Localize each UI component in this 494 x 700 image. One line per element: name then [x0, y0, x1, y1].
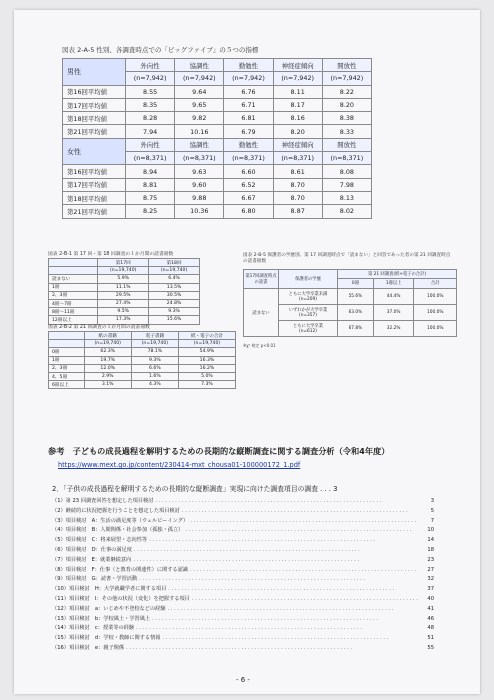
- toc-leader: . . . . . . . . . . . . . . . . . . . . . . . . . . . . . . . . . . . . . . . . . . . . . . . . . . . . . . . . . . . . . . . . . . . . .: [189, 566, 416, 573]
- value-cell: 16.2%: [178, 364, 235, 372]
- toc-item-page: 51: [427, 635, 434, 642]
- toc-item-title: （16）項目検討 e：親子関係: [52, 644, 125, 651]
- toc-leader: . . . . . . . . . . . . . . . . . . . . . . . . . . . . . . . . . . . . . . . . . . . . . . . . . . . . . . . . . . . . . . . . . . . . .: [185, 527, 412, 534]
- table-b5-note: ※χ² 検定 p<0.01: [243, 343, 276, 348]
- table-row: [49, 291, 200, 299]
- column-header: 開放性: [322, 59, 371, 72]
- row-label: 第16回平均値: [63, 85, 126, 98]
- row-label: 2、3冊: [49, 291, 98, 299]
- value-cell: 8.16: [273, 112, 322, 125]
- value-cell: 24.8%: [149, 299, 200, 307]
- value-cell: 8.02: [322, 205, 371, 218]
- n-cell: (n=8,371): [126, 152, 175, 165]
- toc-item-title: （6）項目検討 D：仕事の満足度: [52, 546, 132, 553]
- header-cell: 電子書籍: [131, 332, 178, 340]
- value-cell: 2.9%: [84, 372, 131, 380]
- value-cell: 44.4%: [373, 289, 414, 305]
- reference-heading: 参考 子どもの成長過程を解明するための長期的な縦断調査に関する調査分析（令和4年度）: [48, 446, 390, 456]
- row-label-cell: [279, 321, 338, 337]
- toc-item: [52, 556, 434, 566]
- table-row: [49, 348, 236, 356]
- value-cell: 8.20: [322, 98, 371, 111]
- toc-leader: . . . . . . . . . . . . . . . . . . . . . . . . . . . . . . . . . . . . . . . . . . . . . . . . . . . . . . . . . . . . . . . . . . . . .: [136, 625, 363, 632]
- value-cell: 13.5%: [149, 283, 200, 291]
- n-cell: (n=7,942): [322, 72, 371, 85]
- value-cell: 8.87: [273, 205, 322, 218]
- big-header-row: [63, 59, 372, 72]
- table-b1-title: 図表 2-B-1 第 17 回・第 18 回調査の１か月間の読書冊数: [48, 252, 174, 257]
- value-cell: 8.11: [273, 85, 322, 98]
- value-cell: 11.1%: [98, 283, 149, 291]
- value-cell: 100.0%: [414, 289, 457, 305]
- toc-item-title: （5）項目検討 C：将来展望・志向性等: [52, 537, 148, 544]
- value-cell: 8.61: [273, 165, 322, 178]
- toc-item-page: 10: [427, 527, 434, 534]
- toc-item-title: （13）項目検討 b：学校風土・学習風土: [52, 615, 151, 622]
- value-cell: 100.0%: [414, 321, 457, 337]
- header-cell: (n=19,740): [131, 340, 178, 348]
- value-cell: 8.25: [126, 205, 175, 218]
- value-cell: 9.82: [175, 112, 224, 125]
- toc-item-page: 23: [427, 556, 434, 563]
- toc-item-title: （8）項目検討 F：仕事（と教育の関連性）に関する認識: [52, 566, 188, 573]
- toc-item-title: （11）項目検討 I：その他の状況（変化）を把握する項目: [52, 595, 190, 602]
- value-cell: 9.60: [175, 178, 224, 191]
- toc-item: [52, 526, 434, 536]
- value-cell: 9.5%: [98, 308, 149, 316]
- toc-item-page: 37: [427, 586, 434, 593]
- value-cell: 6.67: [224, 191, 273, 204]
- table-b1: [48, 258, 200, 325]
- toc-item-page: 32: [427, 576, 434, 583]
- value-cell: 19.7%: [84, 356, 131, 364]
- value-cell: 9.64: [175, 85, 224, 98]
- value-cell: 6.6%: [131, 364, 178, 372]
- header-row: [49, 259, 200, 267]
- value-cell: 8.94: [126, 165, 175, 178]
- toc-leader: . . . . . . . . . . . . . . . . . . . . . . . . . . . . . . . . . . . . . . . . . . . . . . . . . . . . . . . . . . . . . . . . . . . . .: [155, 498, 382, 504]
- value-cell: 4.3%: [131, 381, 178, 389]
- header-row: [49, 332, 236, 340]
- table-b2: [48, 331, 236, 389]
- row-label: 12冊以上: [49, 316, 98, 324]
- value-cell: 7.94: [126, 125, 175, 138]
- value-cell: 8.28: [126, 112, 175, 125]
- table-b5-title: 図表 2-B-5 保護者の学歴別、第 17 回調査時点で「読まない」と回答であった者の第 21 回調査時点の読書冊数: [243, 253, 451, 264]
- value-cell: 8.38: [322, 112, 371, 125]
- value-cell: 8.81: [126, 178, 175, 191]
- value-cell: 6.4%: [149, 275, 200, 283]
- header-cell: 第17回調査時点の読書: [244, 270, 279, 289]
- row-label: 1冊: [49, 356, 85, 364]
- toc-item-title: （14）項目検討 c：授業等の経験: [52, 625, 135, 632]
- header-cell: 紙・電子の合計: [178, 332, 235, 340]
- value-cell: 8.55: [126, 85, 175, 98]
- table-row: [63, 125, 372, 138]
- table-row: [63, 112, 372, 125]
- value-cell: 10.16: [175, 125, 224, 138]
- toc-leader: . . . . . . . . . . . . . . . . . . . . . . . . . . . . . . . . . . . . . . . . . . . . . . . . . . . . . . . . . . . . . . . . . . . . .: [133, 546, 360, 553]
- value-cell: 27.4%: [98, 299, 149, 307]
- value-cell: 8.13: [322, 191, 371, 204]
- column-header: 神経症傾向: [273, 59, 322, 72]
- value-cell: 78.1%: [131, 348, 178, 356]
- toc-item-page: 41: [427, 605, 434, 612]
- row-n: (n=612): [299, 329, 317, 334]
- column-header: 神経症傾向: [273, 138, 322, 151]
- toc-item-page: 27: [427, 566, 434, 573]
- toc-leader: . . . . . . . . . . . . . . . . . . . . . . . . . . . . . . . . . . . . . . . . . . . . . . . . . . . . . . . . . . . . . . . . . . . . .: [168, 586, 395, 593]
- n-cell: (n=8,371): [273, 152, 322, 165]
- header-cell: 第18回: [149, 259, 200, 267]
- value-cell: 5.0%: [178, 372, 235, 380]
- toc-item-page: 14: [427, 537, 434, 544]
- value-cell: 12.0%: [84, 364, 131, 372]
- value-cell: 16.3%: [178, 356, 235, 364]
- value-cell: 8.08: [322, 165, 371, 178]
- row-label-cell: [279, 305, 338, 321]
- toc-item: [52, 507, 434, 517]
- group-label: 男性: [63, 59, 126, 86]
- row-label: 2、3冊: [49, 364, 85, 372]
- table-row: [63, 178, 372, 191]
- value-cell: 67.8%: [338, 321, 374, 337]
- column-header: 協調性: [175, 59, 224, 72]
- row-label: 4冊～7冊: [49, 299, 98, 307]
- value-cell: 10.36: [175, 205, 224, 218]
- value-cell: 30.5%: [149, 291, 200, 299]
- header-cell: (n=19,740): [149, 267, 200, 275]
- column-header: 協調性: [175, 138, 224, 151]
- value-cell: 8.17: [273, 98, 322, 111]
- header-cell: [49, 259, 98, 267]
- value-cell: 6.60: [224, 165, 273, 178]
- n-cell: (n=7,942): [224, 72, 273, 85]
- value-cell: 9.65: [175, 98, 224, 111]
- toc-item-page: 7: [430, 517, 434, 524]
- table-row: [63, 85, 372, 98]
- toc-item-title: （15）項目検討 d：学校・教師に関する情報: [52, 635, 161, 642]
- header-cell: 第17回: [98, 259, 149, 267]
- value-cell: 9.63: [175, 165, 224, 178]
- toc-item: [52, 566, 434, 576]
- row-label: 0冊: [49, 348, 85, 356]
- value-cell: 6.76: [224, 85, 273, 98]
- value-cell: 8.22: [322, 85, 371, 98]
- value-cell: 8.33: [322, 125, 371, 138]
- value-cell: 3.1%: [84, 381, 131, 389]
- row-n: (n=357): [299, 313, 317, 318]
- header-row: [49, 267, 200, 275]
- header-cell: 保護者の学歴: [279, 270, 338, 289]
- table-row: [63, 205, 372, 218]
- value-cell: 6.52: [224, 178, 273, 191]
- toc-item: [52, 517, 434, 527]
- toc-item: [52, 497, 434, 507]
- table-row: [49, 308, 200, 316]
- column-header: 開放性: [322, 138, 371, 151]
- toc-leader: . . . . . . . . . . . . . . . . . . . . . . . . . . . . . . . . . . . . . . . . . . . . . . . . . . . . . . . . . . . . . . . . . . . . .: [162, 635, 389, 642]
- toc-item-title: （3）項目検討 A：生活の満足度等（ウェルビーイング）: [52, 517, 189, 524]
- value-cell: 55.6%: [338, 289, 374, 305]
- toc-section-heading: 2．「子供の成長過程を解明するための長期的な縦断調査」実現に向けた調査項目の調査 . . . 3: [52, 485, 338, 493]
- toc-item-page: 18: [427, 546, 434, 553]
- n-cell: (n=7,942): [273, 72, 322, 85]
- group-label: 女性: [63, 138, 126, 165]
- header-cell: (n=19,740): [84, 340, 131, 348]
- value-cell: 8.75: [126, 191, 175, 204]
- header-row: [49, 340, 236, 348]
- toc-item: [52, 624, 434, 634]
- toc-item-title: （10）項目検討 H：大学就職学者に関する項目: [52, 586, 167, 593]
- value-cell: 6.81: [224, 112, 273, 125]
- toc-item-title: （1）第 23 回調査回答を想定した項目検討: [52, 498, 154, 504]
- table-row: [49, 299, 200, 307]
- value-cell: 9.3%: [149, 308, 200, 316]
- value-cell: 7.98: [322, 178, 371, 191]
- table-row: [49, 356, 236, 364]
- value-cell: 29.5%: [98, 291, 149, 299]
- toc-item: [52, 634, 434, 644]
- table-b5: [243, 269, 457, 337]
- value-cell: 8.70: [273, 178, 322, 191]
- toc-item-page: 48: [427, 625, 434, 632]
- toc-leader: . . . . . . . . . . . . . . . . . . . . . . . . . . . . . . . . . . . . . . . . . . . . . . . . . . . . . . . . . . . . . . . . . . . . .: [152, 615, 379, 622]
- toc-leader: . . . . . . . . . . . . . . . . . . . . . . . . . . . . . . . . . . . . . . . . . . . . . . . . . . . . . . . . . . . . . . . . . . . . .: [190, 517, 417, 524]
- table-b2-title: 図表 2-B-2 第 21 回調査の１か月間の読書冊数: [48, 325, 150, 330]
- reference-url-link[interactable]: https://www.mext.go.jp/content/230414-mxt_chousa01-100000172_1.pdf: [58, 461, 301, 469]
- toc-item-page: 46: [427, 615, 434, 622]
- header-cell: 合計: [414, 278, 457, 288]
- table-row: [49, 372, 236, 380]
- column-header: 勤勉性: [224, 138, 273, 151]
- table-row: [63, 191, 372, 204]
- value-cell: 17.3%: [98, 316, 149, 324]
- toc-item-title: （12）項目検討 a：いじめや不登校などの経験: [52, 605, 166, 612]
- toc-item-title: （4）項目検討 B：人間関係・社会参加（孤独・孤立）: [52, 527, 184, 534]
- toc-list: [52, 497, 434, 654]
- value-cell: 8.35: [126, 98, 175, 111]
- header-cell: [49, 267, 98, 275]
- n-cell: (n=7,942): [126, 72, 175, 85]
- toc-item: [52, 615, 434, 625]
- row-label: 1冊: [49, 283, 98, 291]
- n-cell: (n=8,371): [224, 152, 273, 165]
- toc-item-title: （9）項目検討 G：読書・学習活動: [52, 576, 138, 583]
- toc-leader: . . . . . . . . . . . . . . . . . . . . . . . . . . . . . . . . . . . . . . . . . . . . . . . . . . . . . . . . . . . . . . . . . . . . .: [167, 605, 394, 612]
- row-label: 第21回平均値: [63, 205, 126, 218]
- header-cell: [49, 340, 85, 348]
- toc-item: [52, 595, 434, 605]
- toc-item: [52, 536, 434, 546]
- table-row: [63, 98, 372, 111]
- toc-item-page: 3: [430, 498, 434, 504]
- table-row: [49, 283, 200, 291]
- column-header: 外向性: [126, 59, 175, 72]
- n-cell: (n=8,371): [175, 152, 224, 165]
- table-row: [244, 289, 457, 305]
- toc-item-page: 55: [427, 644, 434, 651]
- toc-item: [52, 575, 434, 585]
- value-cell: 100.0%: [414, 305, 457, 321]
- value-cell: 37.0%: [373, 305, 414, 321]
- table-row: [49, 275, 200, 283]
- row-label: 第17回平均値: [63, 178, 126, 191]
- row-label: 第18回平均値: [63, 191, 126, 204]
- value-cell: 6.71: [224, 98, 273, 111]
- value-cell: 7.3%: [178, 381, 235, 389]
- value-cell: 6.80: [224, 205, 273, 218]
- value-cell: 9.88: [175, 191, 224, 204]
- value-cell: 62.3%: [84, 348, 131, 356]
- toc-item: [52, 546, 434, 556]
- value-cell: 63.0%: [338, 305, 374, 321]
- value-cell: 9.3%: [131, 356, 178, 364]
- n-cell: (n=8,371): [322, 152, 371, 165]
- page-number: - 6 -: [236, 676, 250, 684]
- row-label: ともに大学卒業未満: [288, 292, 328, 297]
- row-label: 8冊～11冊: [49, 308, 98, 316]
- group-label: 読まない: [244, 289, 279, 337]
- row-label: 第18回平均値: [63, 112, 126, 125]
- table-row: [63, 165, 372, 178]
- header-cell: (n=19,740): [178, 340, 235, 348]
- row-label: 第21回平均値: [63, 125, 126, 138]
- row-label: 4、5冊: [49, 372, 85, 380]
- toc-leader: . . . . . . . . . . . . . . . . . . . . . . . . . . . . . . . . . . . . . . . . . . . . . . . . . . . . . . . . . . . . . . . . . . . . .: [191, 595, 418, 602]
- toc-leader: . . . . . . . . . . . . . . . . . . . . . . . . . . . . . . . . . . . . . . . . . . . . . . . . . . . . . . . . . . . . . . . . . . . . .: [133, 556, 360, 563]
- header-row: [244, 270, 457, 279]
- header-cell: 0冊: [338, 278, 374, 288]
- header-cell: [49, 332, 85, 340]
- toc-item-title: （2）継続的に状況把握を行うことを想定した項目検討: [52, 507, 180, 514]
- row-label: 6冊以上: [49, 381, 85, 389]
- big-table-title: 図表 2-A-5 性別、各調査時点での「ビッグファイブ」の５つの指標: [62, 46, 259, 54]
- table-row: [49, 381, 236, 389]
- toc-leader: . . . . . . . . . . . . . . . . . . . . . . . . . . . . . . . . . . . . . . . . . . . . . . . . . . . . . . . . . . . . . . . . . . . . .: [139, 576, 366, 583]
- row-label: いずれかが大学卒業: [288, 308, 328, 313]
- header-cell: 紙の書籍: [84, 332, 131, 340]
- row-label: 読まない: [49, 275, 98, 283]
- value-cell: 6.79: [224, 125, 273, 138]
- toc-item: [52, 585, 434, 595]
- big-five-table: [62, 58, 372, 219]
- toc-leader: . . . . . . . . . . . . . . . . . . . . . . . . . . . . . . . . . . . . . . . . . . . . . . . . . . . . . . . . . . . . . . . . . . . . .: [149, 537, 376, 544]
- header-cell: 1冊以上: [373, 278, 414, 288]
- toc-item-page: 40: [427, 595, 434, 602]
- toc-leader: . . . . . . . . . . . . . . . . . . . . . . . . . . . . . . . . . . . . . . . . . . . . . . . . . . . . . . . . . . . . . . . . . . . . .: [181, 507, 408, 514]
- row-label: ともに大学卒業: [292, 324, 324, 329]
- n-cell: (n=7,942): [175, 72, 224, 85]
- row-label: 第17回平均値: [63, 98, 126, 111]
- row-n: (n=209): [299, 297, 317, 302]
- toc-leader: . . . . . . . . . . . . . . . . . . . . . . . . . . . . . . . . . . . . . . . . . . . . . . . . . . . . . . . . . . . . . . . . . . . . .: [126, 644, 352, 651]
- column-header: 外向性: [126, 138, 175, 151]
- document-page: [14, 10, 480, 694]
- column-header: 勤勉性: [224, 59, 273, 72]
- header-cell: (n=19,740): [98, 267, 149, 275]
- value-cell: 8.20: [273, 125, 322, 138]
- value-cell: 1.6%: [131, 372, 178, 380]
- toc-item-title: （7）項目検討 E：就業継続意向: [52, 556, 132, 563]
- toc-item: [52, 605, 434, 615]
- header-cell: 第 21 回調査(紙+電子の合計): [338, 270, 457, 279]
- row-label: 第16回平均値: [63, 165, 126, 178]
- value-cell: 15.6%: [149, 316, 200, 324]
- row-label-cell: [279, 289, 338, 305]
- value-cell: 32.2%: [373, 321, 414, 337]
- value-cell: 54.9%: [178, 348, 235, 356]
- toc-item: [52, 644, 434, 654]
- big-header-row: [63, 138, 372, 151]
- table-row: [49, 364, 236, 372]
- value-cell: 5.9%: [98, 275, 149, 283]
- toc-item-page: 5: [430, 507, 434, 514]
- value-cell: 8.70: [273, 191, 322, 204]
